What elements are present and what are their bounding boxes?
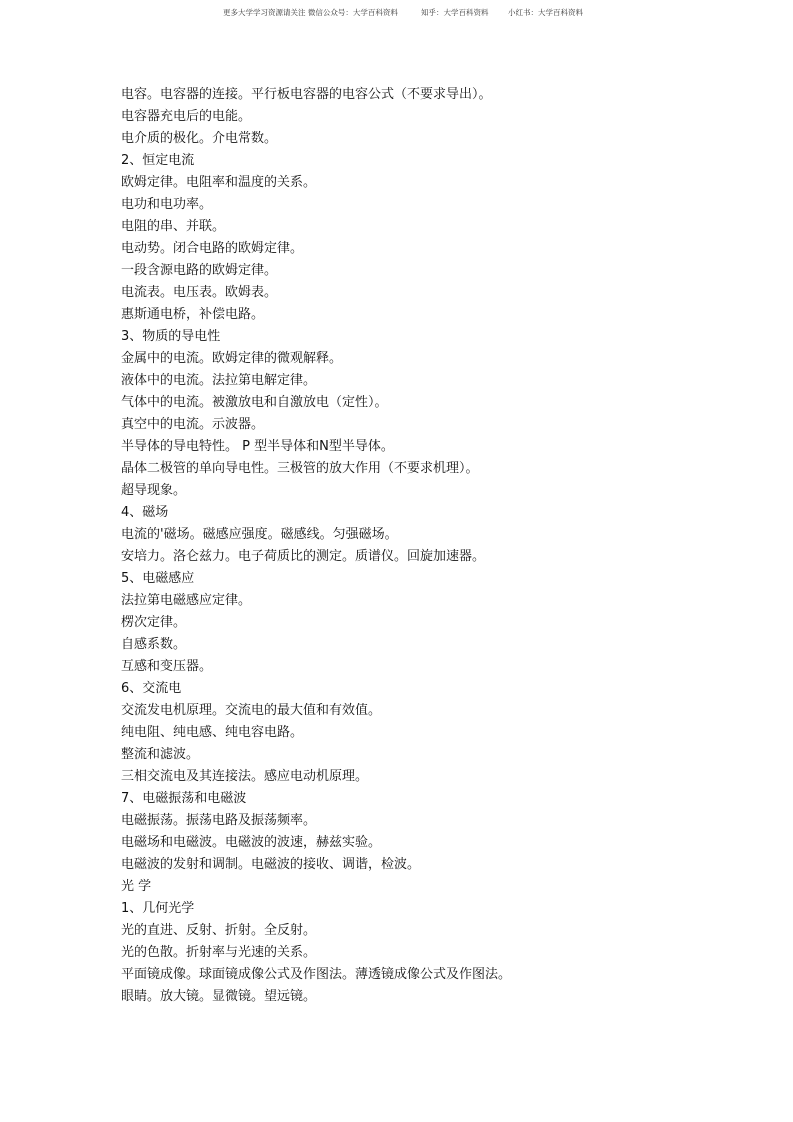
text-line: 电容。电容器的连接。平行板电容器的电容公式（不要求导出）。 — [121, 87, 492, 102]
text-line: 气体中的电流。被激放电和自激放电（定性）。 — [121, 395, 388, 410]
header-xiaohongshu-text: 小红书：大学百科资料 — [508, 8, 583, 17]
text-line: 金属中的电流。欧姆定律的微观解释。 — [121, 351, 343, 366]
text-line: 电流的'磁场。磁感应强度。磁感线。匀强磁场。 — [121, 527, 398, 542]
text-line: 电动势。闭合电路的欧姆定律。 — [121, 241, 304, 256]
text-line: 安培力。洛仑兹力。电子荷质比的测定。质谱仪。回旋加速器。 — [121, 549, 486, 564]
text-line: 2、恒定电流 — [121, 153, 195, 168]
text-line: 互感和变压器。 — [121, 659, 213, 674]
text-line: 7、电磁振荡和电磁波 — [121, 791, 247, 806]
text-line: 5、电磁感应 — [121, 571, 195, 586]
text-line: 光的色散。折射率与光速的关系。 — [121, 945, 317, 960]
text-line: 1、几何光学 — [121, 901, 195, 916]
page-header — [0, 7, 793, 21]
text-line: 电容器充电后的电能。 — [121, 109, 252, 124]
text-line: 电磁振荡。振荡电路及振荡频率。 — [121, 813, 317, 828]
text-line: 4、磁场 — [121, 505, 169, 520]
text-line: 电流表。电压表。欧姆表。 — [121, 285, 278, 300]
text-line: 6、交流电 — [121, 681, 182, 696]
text-line: 欧姆定律。电阻率和温度的关系。 — [121, 175, 317, 190]
text-line: 电介质的极化。介电常数。 — [121, 131, 278, 146]
text-line: 平面镜成像。球面镜成像公式及作图法。薄透镜成像公式及作图法。 — [121, 967, 512, 982]
text-line: 纯电阻、纯电感、纯电容电路。 — [121, 725, 304, 740]
text-line: 晶体二极管的单向导电性。三极管的放大作用（不要求机理）。 — [121, 461, 479, 476]
header-zhihu-text: 知乎：大学百科资料 — [421, 8, 489, 17]
text-line: 楞次定律。 — [121, 615, 187, 630]
text-line: 电功和电功率。 — [121, 197, 213, 212]
text-line: 电磁场和电磁波。电磁波的波速，赫兹实验。 — [121, 835, 382, 850]
text-line: 液体中的电流。法拉第电解定律。 — [121, 373, 317, 388]
text-line: 3、物质的导电性 — [121, 329, 221, 344]
text-line: 三相交流电及其连接法。感应电动机原理。 — [121, 769, 369, 784]
text-line: 真空中的电流。示波器。 — [121, 417, 265, 432]
text-line: 超导现象。 — [121, 483, 187, 498]
text-line: 自感系数。 — [121, 637, 187, 652]
text-line: 一段含源电路的欧姆定律。 — [121, 263, 278, 278]
text-line: 电阻的串、并联。 — [121, 219, 226, 234]
text-line: 法拉第电磁感应定律。 — [121, 593, 252, 608]
document-body — [121, 84, 741, 1008]
text-line: 电磁波的发射和调制。电磁波的接收、调谐，检波。 — [121, 857, 421, 872]
text-line: 光的直进、反射、折射。全反射。 — [121, 923, 317, 938]
text-line: 半导体的导电特性。 P 型半导体和N型半导体。 — [121, 439, 394, 454]
text-line: 交流发电机原理。交流电的最大值和有效值。 — [121, 703, 382, 718]
text-line: 整流和滤波。 — [121, 747, 200, 762]
text-line: 惠斯通电桥，补偿电路。 — [121, 307, 265, 322]
text-line: 眼睛。放大镜。显微镜。望远镜。 — [121, 989, 317, 1004]
header-wechat-text: 更多大学学习资源请关注 微信公众号：大学百科资料 — [223, 8, 398, 17]
text-line: 光 学 — [121, 879, 152, 894]
